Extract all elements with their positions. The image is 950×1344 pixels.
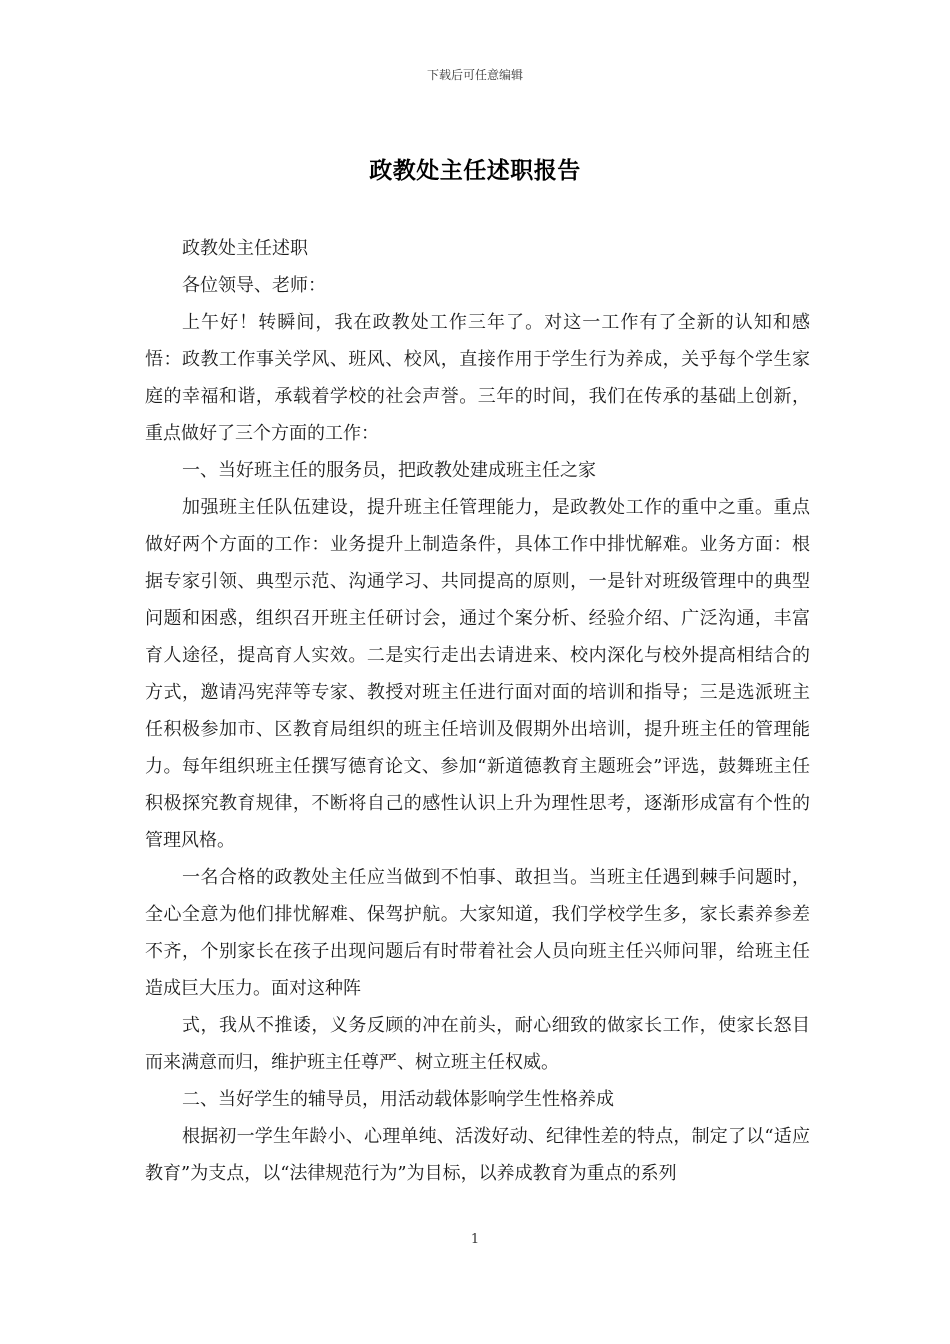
paragraph: 一名合格的政教处主任应当做到不怕事、敢担当。当班主任遇到棘手问题时，全心全意为他们排忧解难、保驾护航。大家知道，我们学校学生多，家长素养参差不齐，个别家长在孩子出现问题后有时带着社会人员向班主任兴师问罪，给班主任造成巨大压力。面对这种阵 <box>145 867 810 999</box>
paragraph: 式，我从不推诿，义务反顾的冲在前头，耐心细致的做家长工作，使家长怒目而来满意而归，维护班主任尊严、树立班主任权威。 <box>145 1015 810 1073</box>
section-heading: 二、当好学生的辅导员，用活动载体影响学生性格养成 <box>182 1089 614 1110</box>
paragraph: 上午好！转瞬间，我在政教处工作三年了。对这一工作有了全新的认知和感悟：政教工作事关学风、班风、校风，直接作用于学生行为养成，关乎每个学生家庭的幸福和谐，承载着学校的社会声誉。三年的时间，我们在传承的基础上创新，重点做好了三个方面的工作： <box>145 312 810 444</box>
header-note: 下载后可任意编辑 <box>426 68 523 82</box>
section-heading: 一、当好班主任的服务员，把政教处建成班主任之家 <box>182 460 596 481</box>
paragraph: 根据初一学生年龄小、心理单纯、活泼好动、纪律性差的特点，制定了以“适应教育”为支点，以“法律规范行为”为目标，以养成教育为重点的系列 <box>145 1126 810 1184</box>
paragraph: 政教处主任述职 <box>182 238 308 259</box>
document-title: 政教处主任述职报告 <box>369 157 581 184</box>
page-number: 1 <box>470 1232 480 1247</box>
paragraph: 加强班主任队伍建设，提升班主任管理能力，是政教处工作的重中之重。重点做好两个方面的工作：业务提升上制造条件，具体工作中排忧解难。业务方面：根据专家引领、典型示范、沟通学习、共同提高的原则，一是针对班级管理中的典型问题和困惑，组织召开班主任研讨会，通过个案分析、经验介绍、广泛沟通，丰富育人途径，提高育人实效。二是实行走出去请进来、校内深化与校外提高相结合的方式，邀请冯宪萍等专家、教授对班主任进行面对面的培训和指导；三是选派班主任积极参加市、区教育局组织的班主任培训及假期外出培训，提升班主任的管理能力。每年组织班主任撰写德育论文、参加“新道德教育主题班会”评选，鼓舞班主任积极探究教育规律，不断将自己的感性认识上升为理性思考，逐渐形成富有个性的管理风格。 <box>145 497 810 851</box>
paragraph: 各位领导、老师： <box>182 275 326 296</box>
document-body <box>145 230 810 1192</box>
